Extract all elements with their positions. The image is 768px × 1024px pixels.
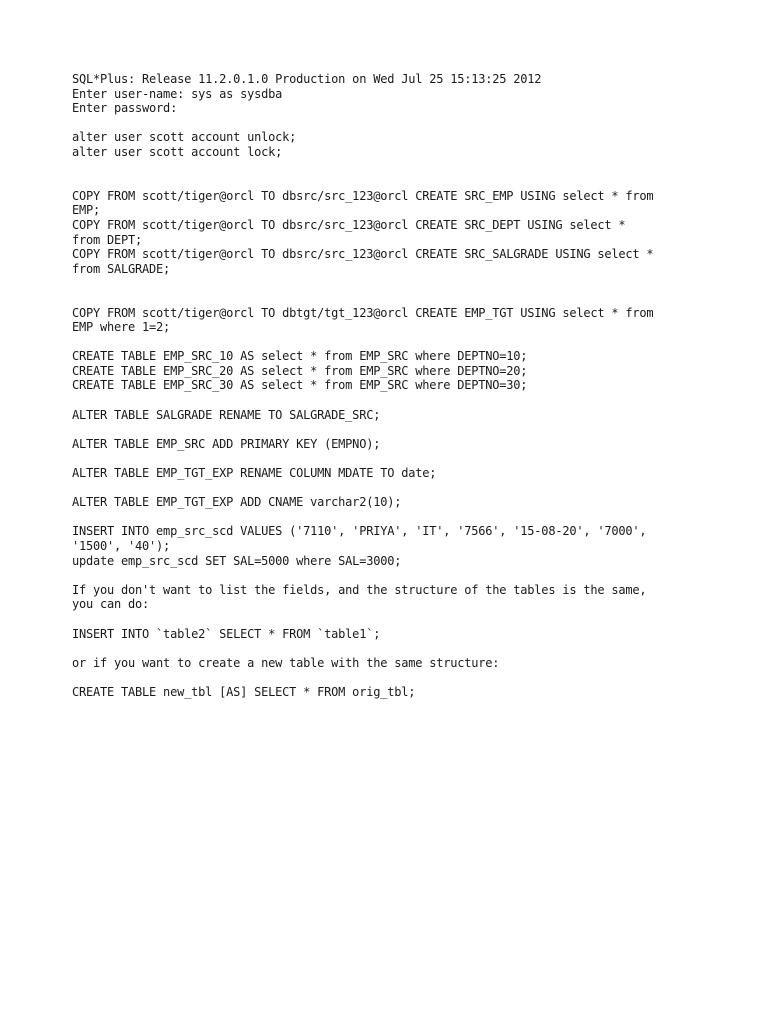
document-page (72, 72, 712, 700)
lock-statement-line: alter user scott account lock; (72, 144, 283, 159)
unlock-statement-line: alter user scott account unlock; (72, 130, 297, 145)
create-new-table-line: CREATE TABLE new_tbl [AS] SELECT * FROM orig_tbl; (72, 684, 416, 699)
copy-emp-line-cont: EMP; (72, 203, 101, 218)
username-prompt-line: Enter user-name: sys as sysdba (72, 86, 283, 101)
new-table-note-line: or if you want to create a new table with the same structure: (72, 655, 500, 670)
password-prompt-line: Enter password: (72, 101, 178, 116)
insert-scd-line: INSERT INTO emp_src_scd VALUES ('7110', 'PRIYA', 'IT', '7566', '15-08-20', '7000', (72, 524, 647, 539)
copy-emp-line: COPY FROM scott/tiger@orcl TO dbsrc/src_123@orcl CREATE SRC_EMP USING select * from (72, 188, 654, 203)
rename-column-line: ALTER TABLE EMP_TGT_EXP RENAME COLUMN MDATE TO date; (72, 466, 437, 481)
copy-emp-tgt-line-cont: EMP where 1=2; (72, 320, 171, 335)
insert-select-line: INSERT INTO `table2` SELECT * FROM `table1`; (72, 626, 381, 641)
copy-dept-line: COPY FROM scott/tiger@orcl TO dbsrc/src_123@orcl CREATE SRC_DEPT USING select * (72, 217, 626, 232)
update-scd-line: update emp_src_scd SET SAL=5000 where SAL=3000; (72, 553, 402, 568)
sqlplus-banner-line: SQL*Plus: Release 11.2.0.1.0 Production on Wed Jul 25 15:13:25 2012 (72, 72, 542, 86)
create-emp-src-20-line: CREATE TABLE EMP_SRC_20 AS select * from EMP_SRC where DEPTNO=20; (72, 363, 528, 378)
explanation-line-cont: you can do: (72, 597, 150, 612)
copy-emp-tgt-line: COPY FROM scott/tiger@orcl TO dbtgt/tgt_123@orcl CREATE EMP_TGT USING select * from (72, 305, 654, 320)
rename-salgrade-line: ALTER TABLE SALGRADE RENAME TO SALGRADE_SRC; (72, 407, 381, 422)
create-emp-src-30-line: CREATE TABLE EMP_SRC_30 AS select * from EMP_SRC where DEPTNO=30; (72, 378, 528, 393)
copy-salgrade-line-cont: from SALGRADE; (72, 261, 171, 276)
create-emp-src-10-line: CREATE TABLE EMP_SRC_10 AS select * from EMP_SRC where DEPTNO=10; (72, 349, 528, 364)
copy-salgrade-line: COPY FROM scott/tiger@orcl TO dbsrc/src_123@orcl CREATE SRC_SALGRADE USING select * (72, 247, 654, 262)
add-column-line: ALTER TABLE EMP_TGT_EXP ADD CNAME varchar2(10); (72, 495, 402, 510)
copy-dept-line-cont: from DEPT; (72, 232, 143, 247)
explanation-line: If you don't want to list the fields, and the structure of the tables is the same, (72, 582, 647, 597)
add-primary-key-line: ALTER TABLE EMP_SRC ADD PRIMARY KEY (EMPNO); (72, 436, 381, 451)
insert-scd-line-cont: '1500', '40'); (72, 539, 171, 553)
